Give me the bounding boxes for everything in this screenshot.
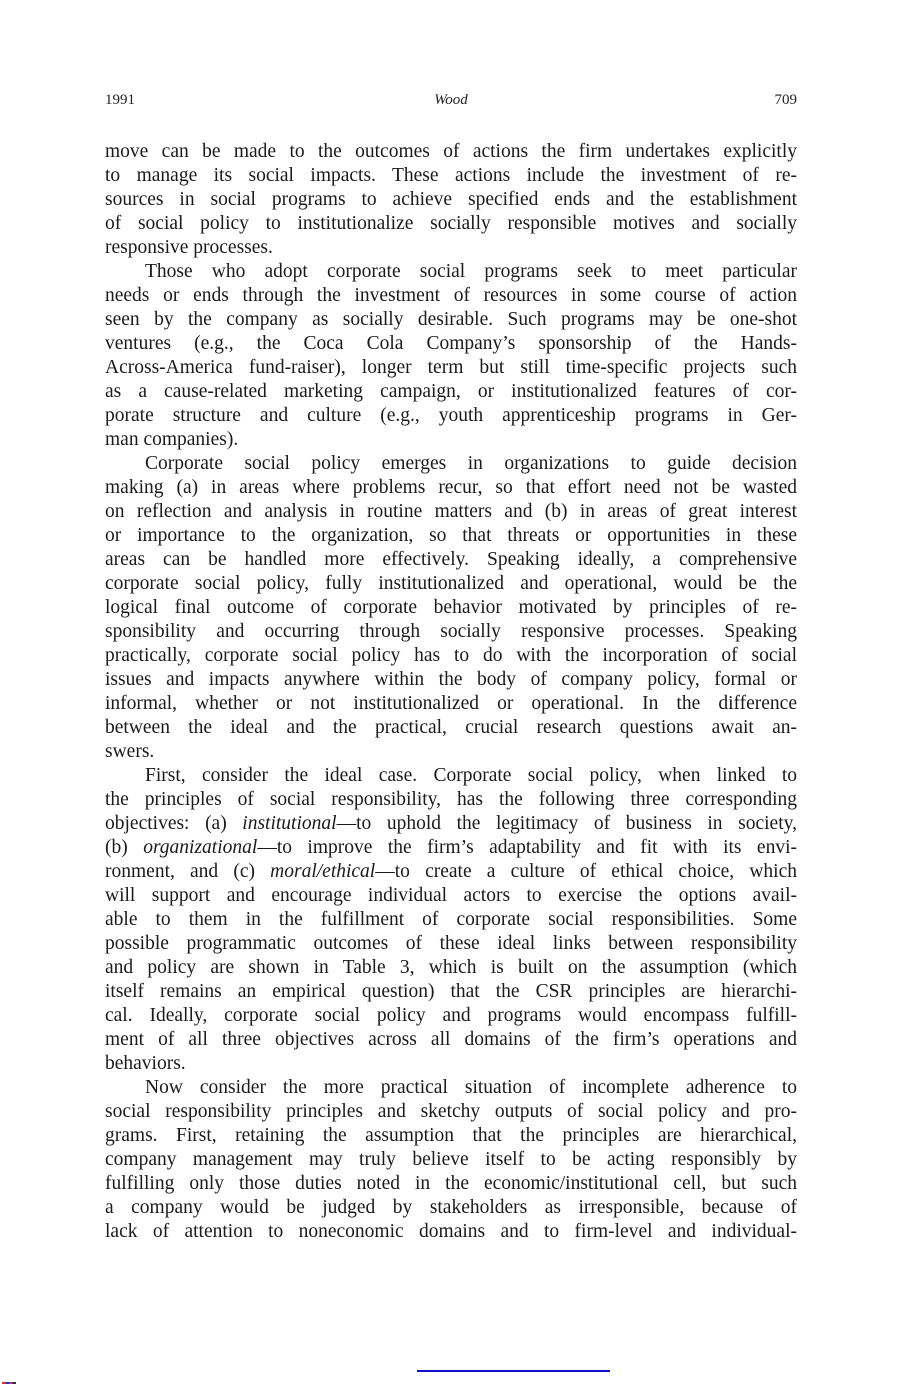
text-line: possible programmatic outcomes of these ideal links between responsibility [105, 933, 797, 954]
text-line: practically, corporate social policy has to do with the incorporation of social [105, 645, 797, 666]
text-line: move can be made to the outcomes of actions the firm undertakes explicitly [105, 141, 797, 162]
text-line: Across-America fund-raiser), longer term but still time-specific projects such [105, 357, 797, 378]
text-line: sources in social programs to achieve specified ends and the establishment [105, 189, 797, 210]
text-line: or importance to the organization, so that threats or opportunities in these [105, 525, 797, 546]
paragraph [105, 452, 797, 764]
text-line: porate structure and culture (e.g., youth apprenticeship programs in Ger- [105, 405, 797, 426]
scan-color-mark [2, 1382, 16, 1384]
footer-rule [417, 1370, 610, 1372]
article-body [105, 140, 797, 1244]
paragraph [105, 1076, 797, 1244]
text-line: logical final outcome of corporate behavior motivated by principles of re- [105, 597, 797, 618]
text-line: (b) organizational—to improve the firm’s adaptability and fit with its envi- [105, 837, 797, 858]
text-line: man companies). [105, 429, 239, 450]
text-line: swers. [105, 741, 155, 762]
running-head [105, 92, 797, 112]
text-line: Corporate social policy emerges in organizations to guide decision [145, 453, 797, 474]
text-line: fulfilling only those duties noted in the economic/institutional cell, but such [105, 1173, 797, 1194]
paragraph [105, 140, 797, 260]
text-line: a company would be judged by stakeholders as irresponsible, because of [105, 1197, 797, 1218]
text-line: social responsibility principles and sketchy outputs of social policy and pro- [105, 1101, 797, 1122]
text-line: the principles of social responsibility, has the following three corresponding [105, 789, 797, 810]
text-line: itself remains an empirical question) that the CSR principles are hierarchi- [105, 981, 797, 1002]
text-line: between the ideal and the practical, crucial research questions await an- [105, 717, 797, 738]
text-line: sponsibility and occurring through socially responsive processes. Speaking [105, 621, 797, 642]
text-line: ronment, and (c) moral/ethical—to create a culture of ethical choice, which [105, 861, 797, 882]
italic-term: moral/ethical [270, 861, 376, 882]
text-line: grams. First, retaining the assumption that the principles are hierarchical, [105, 1125, 797, 1146]
text-line: and policy are shown in Table 3, which is built on the assumption (which [105, 957, 797, 978]
text-line: First, consider the ideal case. Corporate social policy, when linked to [145, 765, 797, 786]
paragraph [105, 764, 797, 1076]
text-line: areas can be handled more effectively. Speaking ideally, a comprehensive [105, 549, 797, 570]
paragraph [105, 260, 797, 452]
text-line: of social policy to institutionalize socially responsible motives and socially [105, 213, 797, 234]
text-line: Those who adopt corporate social programs seek to meet particular [145, 261, 797, 282]
text-line: corporate social policy, fully institutionalized and operational, would be the [105, 573, 797, 594]
text-line: needs or ends through the investment of resources in some course of action [105, 285, 797, 306]
running-head-author: Wood [434, 92, 468, 108]
text-line: to manage its social impacts. These actions include the investment of re- [105, 165, 797, 186]
text-line: objectives: (a) institutional—to uphold the legitimacy of business in society, [105, 813, 797, 834]
text-line: lack of attention to noneconomic domains and to firm-level and individual- [105, 1221, 797, 1242]
italic-term: organizational [143, 837, 258, 858]
publication-year: 1991 [105, 92, 135, 108]
text-line: ventures (e.g., the Coca Cola Company’s sponsorship of the Hands- [105, 333, 797, 354]
page-number: 709 [774, 92, 797, 108]
text-line: as a cause-related marketing campaign, or institutionalized features of cor- [105, 381, 797, 402]
text-line: cal. Ideally, corporate social policy and programs would encompass fulfill- [105, 1005, 797, 1026]
italic-term: institutional [242, 813, 337, 834]
text-line: ment of all three objectives across all domains of the firm’s operations and [105, 1029, 797, 1050]
text-line: issues and impacts anywhere within the body of company policy, formal or [105, 669, 797, 690]
text-line: Now consider the more practical situation of incomplete adherence to [145, 1077, 797, 1098]
text-line: will support and encourage individual actors to exercise the options avail- [105, 885, 797, 906]
text-line: informal, whether or not institutionalized or operational. In the difference [105, 693, 797, 714]
text-line: on reflection and analysis in routine matters and (b) in areas of great interest [105, 501, 797, 522]
text-line: seen by the company as socially desirable. Such programs may be one-shot [105, 309, 797, 330]
text-line: behaviors. [105, 1053, 186, 1074]
text-line: able to them in the fulfillment of corporate social responsibilities. Some [105, 909, 797, 930]
text-line: company management may truly believe itself to be acting responsibly by [105, 1149, 797, 1170]
text-line: making (a) in areas where problems recur, so that effort need not be wasted [105, 477, 797, 498]
text-line: responsive processes. [105, 237, 273, 258]
